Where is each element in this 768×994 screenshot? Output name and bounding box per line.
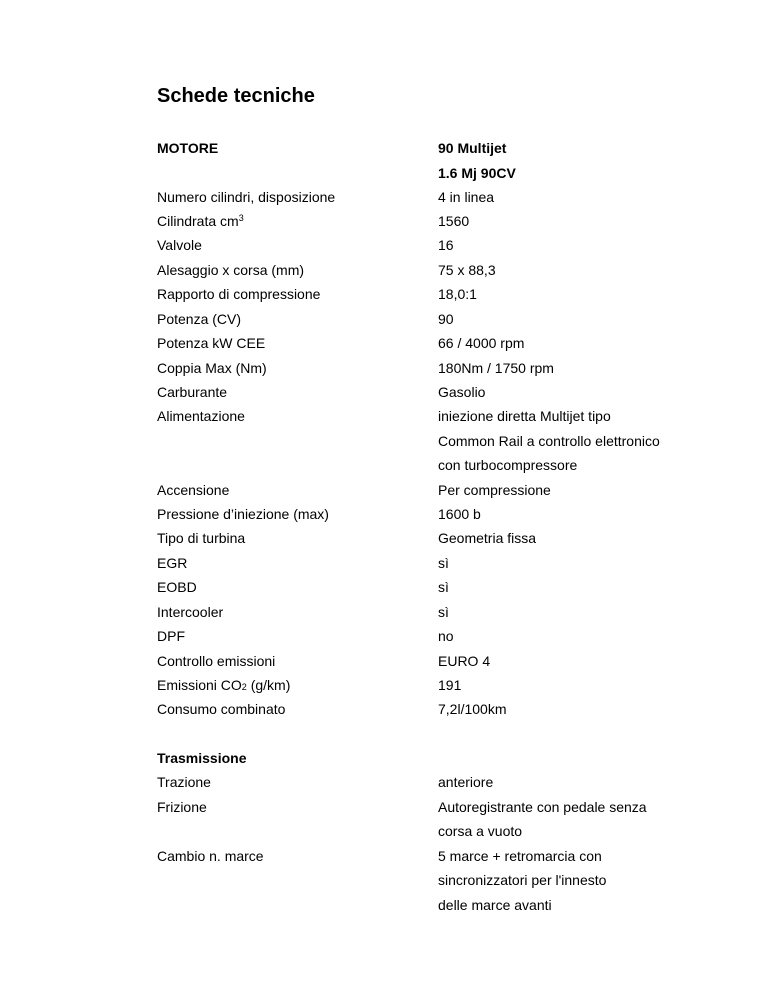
subscript-index: 2 — [241, 682, 247, 692]
spec-label — [157, 211, 244, 231]
spec-value: 4 in linea — [438, 189, 495, 205]
spec-value: sì — [438, 579, 449, 595]
spec-label-text: Emissioni CO — [157, 677, 242, 693]
spec-value: 66 / 4000 rpm — [438, 335, 525, 351]
spec-label: Potenza kW CEE — [157, 335, 266, 351]
spec-label: Rapporto di compressione — [157, 286, 321, 302]
spec-value: 1560 — [438, 213, 470, 229]
spec-value: Per compressione — [438, 482, 551, 498]
spec-label: Cambio n. marce — [157, 848, 264, 864]
spec-label: Alimentazione — [157, 408, 245, 424]
spec-label: Valvole — [157, 237, 202, 253]
spec-label: Controllo emissioni — [157, 653, 276, 669]
spec-label: Coppia Max (Nm) — [157, 360, 267, 376]
spec-value: iniezione diretta Multijet tipo — [438, 408, 611, 424]
spec-label: Alesaggio x corsa (mm) — [157, 262, 305, 278]
spec-label: Tipo di turbina — [157, 530, 246, 546]
spec-value: Common Rail a controllo elettronico — [438, 433, 660, 449]
spec-label: Intercooler — [157, 604, 224, 620]
spec-value: anteriore — [438, 774, 494, 790]
engine-model-name: 90 Multijet — [438, 140, 507, 156]
spec-value: 18,0:1 — [438, 286, 477, 302]
spec-value: sì — [438, 555, 449, 571]
transmission-heading: Trasmissione — [157, 750, 247, 766]
spec-value: corsa a vuoto — [438, 823, 523, 839]
spec-label: DPF — [157, 628, 185, 644]
spec-value: Gasolio — [438, 384, 486, 400]
spec-label: Pressione d’iniezione (max) — [157, 506, 329, 522]
spec-value: 191 — [438, 677, 462, 693]
spec-label-text: Cilindrata cm — [157, 213, 239, 229]
engine-model-variant: 1.6 Mj 90CV — [438, 165, 516, 181]
spec-label: Accensione — [157, 482, 230, 498]
spec-value: EURO 4 — [438, 653, 491, 669]
spec-label: EGR — [157, 555, 188, 571]
spec-label: Potenza (CV) — [157, 311, 242, 327]
engine-section-label: MOTORE — [157, 140, 219, 156]
spec-value: 75 x 88,3 — [438, 262, 496, 278]
spec-value: 7,2l/100km — [438, 701, 507, 717]
spec-value: Autoregistrante con pedale senza — [438, 799, 647, 815]
spec-value: sì — [438, 604, 449, 620]
spec-value: Geometria fissa — [438, 530, 537, 546]
spec-value: delle marce avanti — [438, 897, 552, 913]
spec-label: Consumo combinato — [157, 701, 286, 717]
spec-label: Numero cilindri, disposizione — [157, 189, 336, 205]
spec-value: sincronizzatori per l'innesto — [438, 872, 607, 888]
superscript-unit: 3 — [238, 213, 244, 223]
spec-label: Frizione — [157, 799, 207, 815]
spec-label — [157, 675, 290, 695]
spec-value: 5 marce + retromarcia con — [438, 848, 602, 864]
spec-value: con turbocompressore — [438, 457, 578, 473]
spec-label: Carburante — [157, 384, 228, 400]
spec-value: 16 — [438, 237, 454, 253]
spec-label-unit: (g/km) — [246, 677, 291, 693]
spec-label: EOBD — [157, 579, 197, 595]
spec-value: no — [438, 628, 454, 644]
spec-label: Trazione — [157, 774, 211, 790]
spec-value: 1600 b — [438, 506, 481, 522]
page-title: Schede tecniche — [157, 85, 315, 107]
spec-value: 90 — [438, 311, 454, 327]
spec-value: 180Nm / 1750 rpm — [438, 360, 554, 376]
